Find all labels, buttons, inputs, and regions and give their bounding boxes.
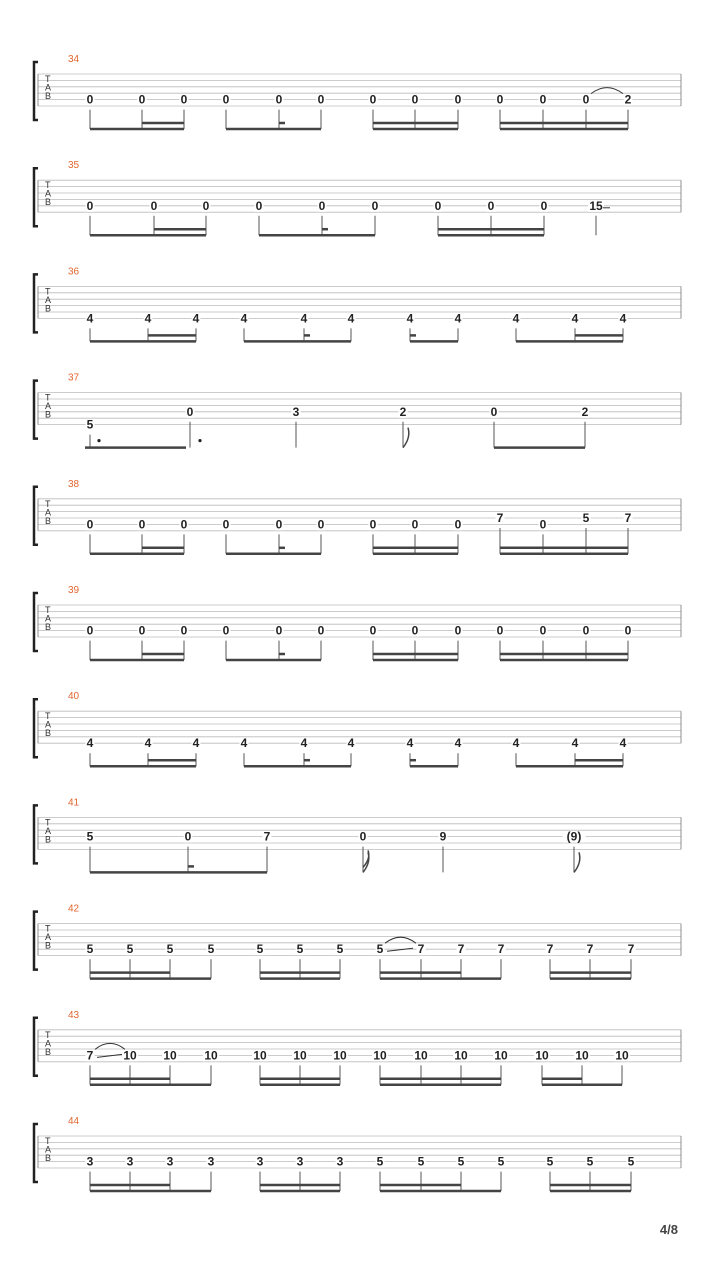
fret-number: 10 [333, 1048, 347, 1063]
fret-number: 7 [417, 942, 425, 957]
fret-number: 3 [86, 1154, 94, 1169]
fret-number: 3 [256, 1154, 264, 1169]
fret-number: 4 [144, 311, 152, 326]
measure-number: 36 [68, 266, 80, 278]
fret-number: 10 [615, 1048, 629, 1063]
fret-number: 4 [512, 736, 520, 751]
fret-number: 7 [86, 1048, 94, 1063]
fret-number: 7 [263, 829, 271, 844]
fret-number: 0 [180, 92, 188, 107]
page-number: 4/8 [659, 1222, 678, 1237]
fret-number: 0 [186, 404, 194, 419]
fret-number: 0 [539, 92, 547, 107]
tab-clef-letter: B [45, 1046, 52, 1057]
slur-arc [95, 1043, 125, 1049]
fret-number: 0 [540, 198, 548, 213]
fret-number: 5 [86, 942, 94, 957]
fret-number: 0 [138, 623, 146, 638]
tab-clef-letter: A [45, 719, 52, 730]
tab-clef-letter: A [45, 82, 52, 93]
tab-clef-letter: T [45, 1136, 51, 1146]
tab-clef-letter: A [45, 1144, 52, 1155]
fret-number: 4 [144, 736, 152, 751]
tab-clef-letter: T [45, 605, 51, 615]
fret-number: 0 [582, 623, 590, 638]
fret-number: 5 [86, 417, 94, 432]
tab-clef-letter: T [45, 817, 51, 828]
fret-number: 0 [180, 623, 188, 638]
system-bracket [34, 912, 38, 970]
fret-number: 0 [411, 517, 419, 532]
measure-number: 44 [68, 1116, 80, 1127]
fret-number: 4 [512, 311, 520, 326]
fret-number: 0 [317, 517, 325, 532]
fret-number: 5 [256, 942, 264, 957]
tab-clef-letter: B [45, 940, 52, 951]
fret-number: 0 [454, 517, 462, 532]
fret-number: 0 [539, 517, 547, 532]
tab-clef-letter: A [45, 613, 52, 624]
fret-number: 5 [627, 1154, 635, 1169]
fret-number: 5 [207, 942, 215, 957]
fret-number: 7 [457, 942, 465, 957]
dot [97, 439, 100, 442]
tab-clef-letter: B [45, 622, 52, 632]
fret-number: 0 [86, 623, 94, 638]
fret-number: 0 [487, 198, 495, 213]
tab-clef-letter: A [45, 401, 52, 412]
fret-number: 10 [454, 1048, 468, 1063]
tab-clef-letter: T [45, 498, 51, 509]
fret-number: 0 [202, 198, 210, 213]
fret-number: 0 [275, 623, 283, 638]
system-bracket [34, 593, 38, 651]
measure-number: 38 [68, 478, 80, 490]
tab-clef-letter: A [45, 932, 52, 943]
fret-number: 5 [417, 1154, 425, 1169]
fret-number: 0 [624, 623, 632, 638]
fret-number: 3 [166, 1154, 174, 1169]
fret-number: 0 [222, 92, 230, 107]
fret-number: 4 [300, 736, 308, 751]
fret-number: 9 [439, 829, 447, 844]
fret-number: 4 [454, 311, 462, 326]
tab-clef-letter: T [45, 74, 51, 84]
tab-clef-letter: T [45, 1029, 51, 1040]
fret-number: 0 [371, 198, 379, 213]
fret-number: 10 [535, 1048, 549, 1063]
tab-clef-letter: B [45, 91, 52, 101]
fret-number: 0 [369, 92, 377, 107]
fret-number: 2 [399, 404, 407, 419]
fret-number: 7 [546, 942, 554, 957]
fret-number: 0 [317, 623, 325, 638]
fret-number: 0 [318, 198, 326, 213]
fret-number: 4 [86, 736, 94, 751]
fret-number: 7 [496, 511, 504, 525]
slur-arc [591, 88, 623, 94]
fret-number: 10 [414, 1048, 428, 1063]
fret-number: 0 [582, 92, 590, 107]
fret-number: 0 [411, 623, 419, 638]
system-bracket [34, 699, 38, 757]
fret-number: 0 [317, 92, 325, 107]
fret-number: 5 [546, 1154, 554, 1169]
fret-number: 7 [624, 511, 632, 525]
fret-number: 3 [336, 1154, 344, 1169]
fret-number: 10 [494, 1048, 508, 1063]
fret-number: 3 [207, 1154, 215, 1169]
fret-number: 4 [192, 311, 200, 326]
tab-clef-letter: B [45, 515, 52, 526]
fret-number: 0 [454, 92, 462, 107]
fret-number: 2 [624, 92, 632, 107]
fret-number: 0 [255, 198, 263, 213]
fret-number: 0 [275, 92, 283, 107]
fret-number: 0 [86, 517, 94, 532]
tab-clef-letter: B [45, 834, 52, 845]
fret-number: 4 [192, 736, 200, 751]
fret-number: 7 [497, 942, 505, 957]
fret-number: 10 [373, 1048, 387, 1063]
fret-number: 0 [180, 517, 188, 532]
fret-number: 10 [163, 1048, 177, 1063]
measure-number: 35 [68, 160, 80, 172]
fret-number: 4 [619, 311, 627, 326]
fret-number: 0 [86, 92, 94, 107]
fret-number: 0 [222, 517, 230, 532]
fret-number: 4 [347, 311, 355, 326]
fret-number: 4 [571, 736, 579, 751]
fret-number: 4 [300, 311, 308, 326]
measure-number: 42 [68, 903, 80, 915]
fret-number: 3 [292, 404, 300, 419]
fret-number: 0 [222, 623, 230, 638]
fret-number: 4 [571, 311, 579, 326]
tab-clef-letter: B [45, 409, 52, 420]
tab-clef-letter: A [45, 507, 52, 518]
fret-number: 0 [490, 404, 498, 419]
fret-number: 0 [359, 829, 367, 844]
tab-clef-letter: A [45, 188, 52, 199]
measure-number: 40 [68, 691, 80, 703]
system-bracket [34, 1124, 38, 1182]
fret-number: 5 [457, 1154, 465, 1169]
tab-clef-letter: T [45, 180, 51, 191]
measure-number: 41 [68, 797, 80, 809]
fret-number: 10 [204, 1048, 218, 1063]
fret-number: 4 [86, 311, 94, 326]
tab-clef-letter: A [45, 1038, 52, 1049]
fret-number: 5 [296, 942, 304, 957]
fret-number: 0 [369, 623, 377, 638]
fret-number: 15 [589, 198, 603, 213]
tab-clef-letter: T [45, 392, 51, 403]
system-bracket [34, 62, 38, 120]
fret-number: 5 [497, 1154, 505, 1169]
measure-number: 43 [68, 1009, 80, 1021]
fret-number: 0 [138, 517, 146, 532]
fret-number: 2 [581, 404, 589, 419]
fret-number: 0 [275, 517, 283, 532]
fret-number: 4 [240, 736, 248, 751]
fret-number: 4 [454, 736, 462, 751]
tab-clef-letter: B [45, 303, 52, 314]
fret-number: 5 [582, 511, 590, 525]
fret-number: 7 [586, 942, 594, 957]
fret-number: 10 [123, 1048, 137, 1063]
measure-number: 34 [68, 54, 80, 65]
fret-number: 10 [575, 1048, 589, 1063]
fret-number: 5 [376, 942, 384, 957]
system-bracket [34, 1018, 38, 1076]
fret-number: 7 [627, 942, 635, 957]
fret-number: 5 [126, 942, 134, 957]
fret-number: 3 [296, 1154, 304, 1169]
fret-number: 0 [86, 198, 94, 213]
system-bracket [34, 381, 38, 439]
dot [198, 439, 201, 442]
fret-number: 0 [454, 623, 462, 638]
fret-number: 4 [406, 311, 414, 326]
fret-number: 5 [336, 942, 344, 957]
tab-clef-letter: A [45, 294, 52, 305]
fret-number: 5 [166, 942, 174, 957]
fret-number: 0 [138, 92, 146, 107]
slide-line [387, 948, 413, 951]
note-flag [403, 428, 409, 448]
fret-number: 5 [86, 829, 94, 844]
fret-number: 0 [411, 92, 419, 107]
system-bracket [34, 805, 38, 863]
fret-number: 5 [586, 1154, 594, 1169]
fret-number: 10 [293, 1048, 307, 1063]
slur-arc [385, 937, 416, 943]
fret-number: 4 [406, 736, 414, 751]
tab-clef-letter: B [45, 197, 52, 208]
fret-number: 0 [496, 623, 504, 638]
tab-clef-letter: B [45, 728, 52, 739]
fret-number: 5 [376, 1154, 384, 1169]
fret-number: 10 [253, 1048, 267, 1063]
fret-number: 4 [347, 736, 355, 751]
fret-number: 0 [434, 198, 442, 213]
fret-number: 4 [619, 736, 627, 751]
slide-line [97, 1054, 122, 1057]
note-flag [574, 852, 580, 872]
measure-number: 37 [68, 372, 80, 384]
measure-number: 39 [68, 585, 80, 596]
system-bracket [34, 168, 38, 226]
system-bracket [34, 274, 38, 332]
fret-number: 0 [150, 198, 158, 213]
tab-clef-letter: T [45, 711, 51, 722]
fret-number: 3 [126, 1154, 134, 1169]
fret-number: 4 [240, 311, 248, 326]
fret-number: (9) [566, 829, 582, 844]
fret-number: 0 [369, 517, 377, 532]
fret-number: 0 [496, 92, 504, 107]
fret-number: 0 [539, 623, 547, 638]
system-bracket [34, 487, 38, 545]
fret-number: 0 [184, 829, 192, 844]
tab-clef-letter: B [45, 1153, 52, 1163]
tab-clef-letter: T [45, 923, 51, 934]
tab-clef-letter: A [45, 825, 52, 836]
tab-clef-letter: T [45, 286, 51, 297]
